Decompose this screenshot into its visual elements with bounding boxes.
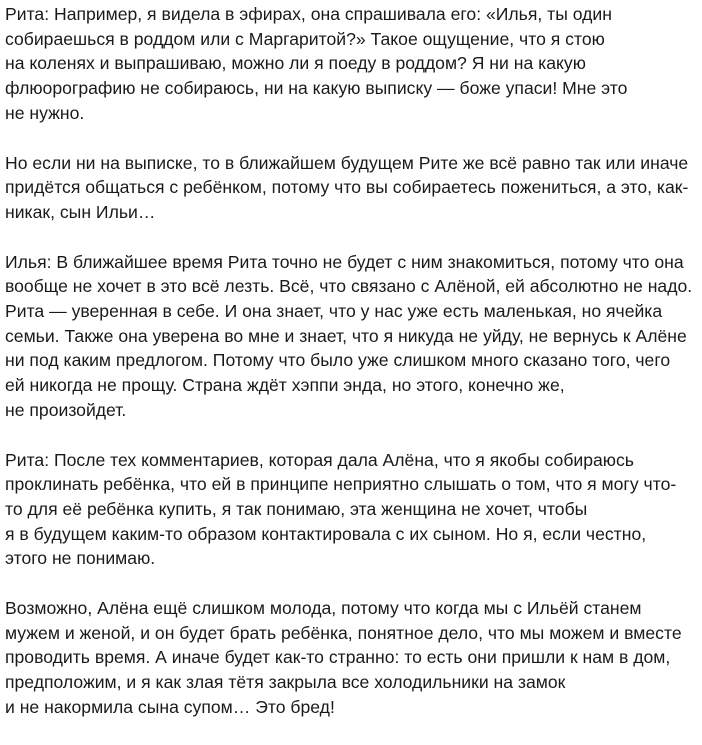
text-line: Илья: В ближайшее время Рита точно не будет с ним знакомиться, потому что она	[5, 251, 684, 272]
text-line: собираешься в роддом или с Маргаритой?» Такое ощущение, что я стою	[5, 28, 605, 49]
text-line: флюорографию не собираюсь, ни на какую выписку — боже упаси! Мне это	[5, 78, 628, 99]
paragraph-rita-1	[5, 2, 699, 126]
text-line: этого не понимаю.	[5, 548, 156, 569]
text-line: вообще не хочет в это всё лезть. Всё, что связано с Алёной, ей абсолютно не надо.	[5, 276, 693, 297]
text-line: Но если ни на выписке, то в ближайшем будущем Рите же всё равно так или иначе	[5, 152, 689, 173]
text-line: мужем и женой, и он будет брать ребёнка, понятное дело, что мы можем и вместе	[5, 622, 682, 643]
text-line: я в будущем каким-то образом контактировала с их сыном. Но я, если честно,	[5, 523, 647, 544]
text-line: ни под каким предлогом. Потому что было уже слишком много сказано того, чего	[5, 350, 671, 371]
paragraph-rita-3	[5, 596, 699, 720]
article-body	[5, 2, 699, 745]
text-line: Рита — уверенная в себе. И она знает, что у нас уже есть маленькая, но ячейка	[5, 301, 663, 322]
text-line: не нужно.	[5, 102, 85, 123]
text-line: и не накормила сына супом… Это бред!	[5, 696, 335, 717]
text-line: не произойдет.	[5, 399, 127, 420]
text-line: проклинать ребёнка, что ей в принципе неприятно слышать о том, что я могу что-	[5, 474, 677, 495]
paragraph-rita-2	[5, 448, 699, 572]
text-line: никак, сын Ильи…	[5, 201, 156, 222]
text-line: на коленях и выпрашиваю, можно ли я поеду в роддом? Я ни на какую	[5, 53, 586, 74]
text-line: придётся общаться с ребёнком, потому что вы собираетесь пожениться, а это, как-	[5, 177, 689, 198]
paragraph-question	[5, 151, 699, 225]
text-line: Рита: Например, я видела в эфирах, она спрашивала его: «Илья, ты один	[5, 4, 612, 24]
text-line: то для её ребёнка купить, я так понимаю, эта женщина не хочет, чтобы	[5, 498, 588, 519]
text-line: ей никогда не прощу. Страна ждёт хэппи энда, но этого, конечно же,	[5, 375, 565, 396]
text-line: предположим, и я как злая тётя закрыла все холодильники на замок	[5, 672, 566, 693]
text-line: Рита: После тех комментариев, которая дала Алёна, что я якобы собираюсь	[5, 449, 634, 470]
text-line: проводить время. А иначе будет как-то странно: то есть они пришли к нам в дом,	[5, 647, 671, 668]
text-line: Возможно, Алёна ещё слишком молода, потому что когда мы с Ильёй станем	[5, 598, 642, 619]
paragraph-ilya	[5, 250, 699, 423]
text-line: семьи. Также она уверена во мне и знает, что я никуда не уйду, не вернусь к Алёне	[5, 325, 687, 346]
